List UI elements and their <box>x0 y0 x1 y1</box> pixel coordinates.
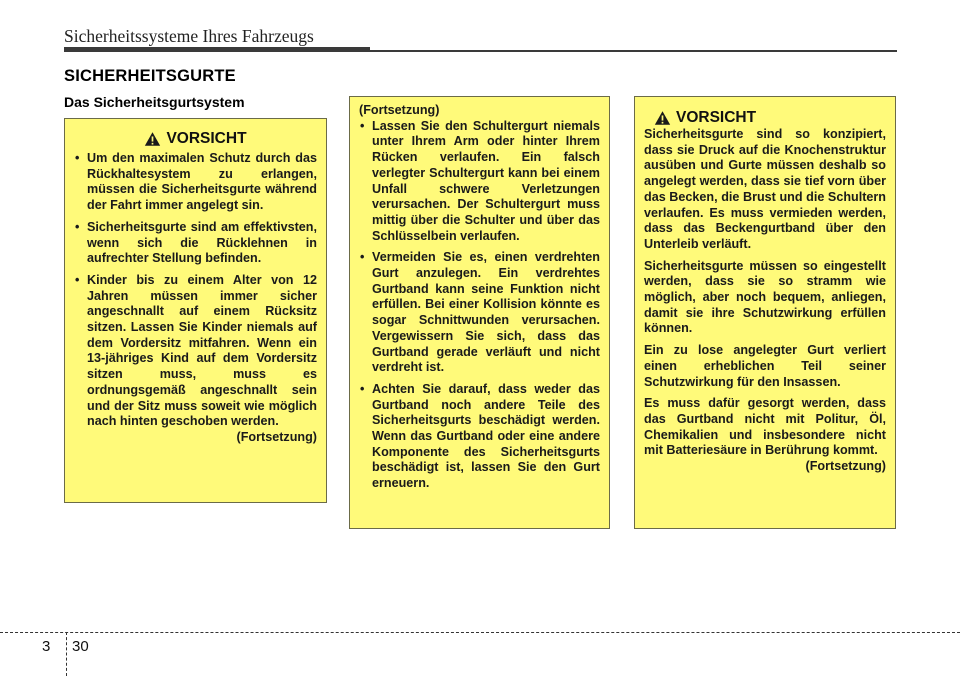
continued-note: (Fortsetzung) <box>236 429 317 444</box>
list-item: • Sicherheitsgurte sind am effektivsten, wenn sich die Rücklehnen in aufrechter Stellung befinden. <box>74 220 317 267</box>
continued-note: (Fortsetzung) <box>359 103 440 117</box>
paragraph: Es muss dafür gesorgt werden, dass das Gurtband nicht mit Politur, Öl, Chemikalien und insbesondere nicht mit Batteriesäure in Berührung kommt. <box>644 396 886 458</box>
paragraph: Sicherheitsgurte müssen so eingestellt werden, dass sie so stramm wie möglich, aber noch bequem, anliegen, damit sie ihre Schutzwirkung erfüllen können. <box>644 258 886 336</box>
section-title: SICHERHEITSGURTE <box>64 67 236 85</box>
warning-triangle-icon <box>144 131 161 147</box>
header-rule-thick <box>64 47 370 52</box>
caution-heading-3 <box>644 110 886 126</box>
sub-title: Das Sicherheitsgurtsystem <box>64 94 245 110</box>
caution-heading-1 <box>74 131 317 147</box>
paragraph: Sicherheitsgurte sind so konzipiert, dass sie Druck auf die Knochenstruktur ausüben und Gurte müssen deshalb so angelegt werden, dass sie tief vorn über das Becken, die Brust und die Schultern verlaufen. Es muss vermieden werden, dass das Beckengurtband über den Unterleib verläuft. <box>644 127 886 251</box>
running-header: Sicherheitssysteme Ihres Fahrzeugs <box>64 26 314 46</box>
footer-divider <box>0 632 960 633</box>
list-item: • Achten Sie darauf, dass weder das Gurtband noch andere Teile des Sicherheitsgurts beschädigt werden. Wenn das Gurtband oder eine andere Komponente des Sicherheitsgurts beschädigt ist, lassen Sie den Gurt erneuern. <box>359 382 600 492</box>
list-item: • Vermeiden Sie es, einen verdrehten Gurt anzulegen. Ein verdrehtes Gurtband kann seine Funktion nicht erfüllen. Bei einer Kollision könnte es sogar Schnittwunden verursachen. Vergewissern Sie sich, dass das Gurtband gerade verläuft und nicht verdreht ist. <box>359 250 600 376</box>
footer-vertical-divider <box>66 632 67 676</box>
list-item: • Um den maximalen Schutz durch das Rückhaltesystem zu erlangen, müssen die Sicherheitsgurte während der Fahrt immer angelegt sin. <box>74 151 317 214</box>
caution-list-1 <box>74 151 317 430</box>
caution-box-3 <box>634 96 896 529</box>
list-item: • Lassen Sie den Schultergurt niemals unter Ihrem Arm oder hinter Ihrem Rücken verlaufen. Ein falsch verlegter Schultergurt kann bei einem Unfall schwere Verletzungen verursachen. Der Schultergurt muss mittig über die Schulter und über das Schlüsselbein verlaufen. <box>359 119 600 245</box>
paragraph: Ein zu lose angelegter Gurt verliert einen erheblichen Teil seiner Schutzwirkung für den Insassen. <box>644 343 886 389</box>
chapter-number: 3 <box>42 638 51 655</box>
page-number: 30 <box>72 638 89 655</box>
caution-heading-label: VORSICHT <box>166 130 247 148</box>
header-rule-thin <box>370 50 897 52</box>
caution-box-2 <box>349 96 610 529</box>
list-item: • Kinder bis zu einem Alter von 12 Jahren müssen immer sicher angeschnallt auf einem Rücksitz sitzen. Lassen Sie Kinder niemals auf dem Vordersitz mitfahren. Wenn ein 13-jähriges Kind auf dem Vordersitz sitzen muss, muss es ordnungsgemäß angeschnallt sein und der Sitz muss soweit wie möglich nach hinten geschoben werden. <box>74 273 317 430</box>
caution-box-1 <box>64 118 327 503</box>
caution-heading-label: VORSICHT <box>676 109 757 127</box>
warning-triangle-icon <box>654 110 671 126</box>
caution-list-2 <box>359 119 600 492</box>
continued-note: (Fortsetzung) <box>805 459 886 474</box>
